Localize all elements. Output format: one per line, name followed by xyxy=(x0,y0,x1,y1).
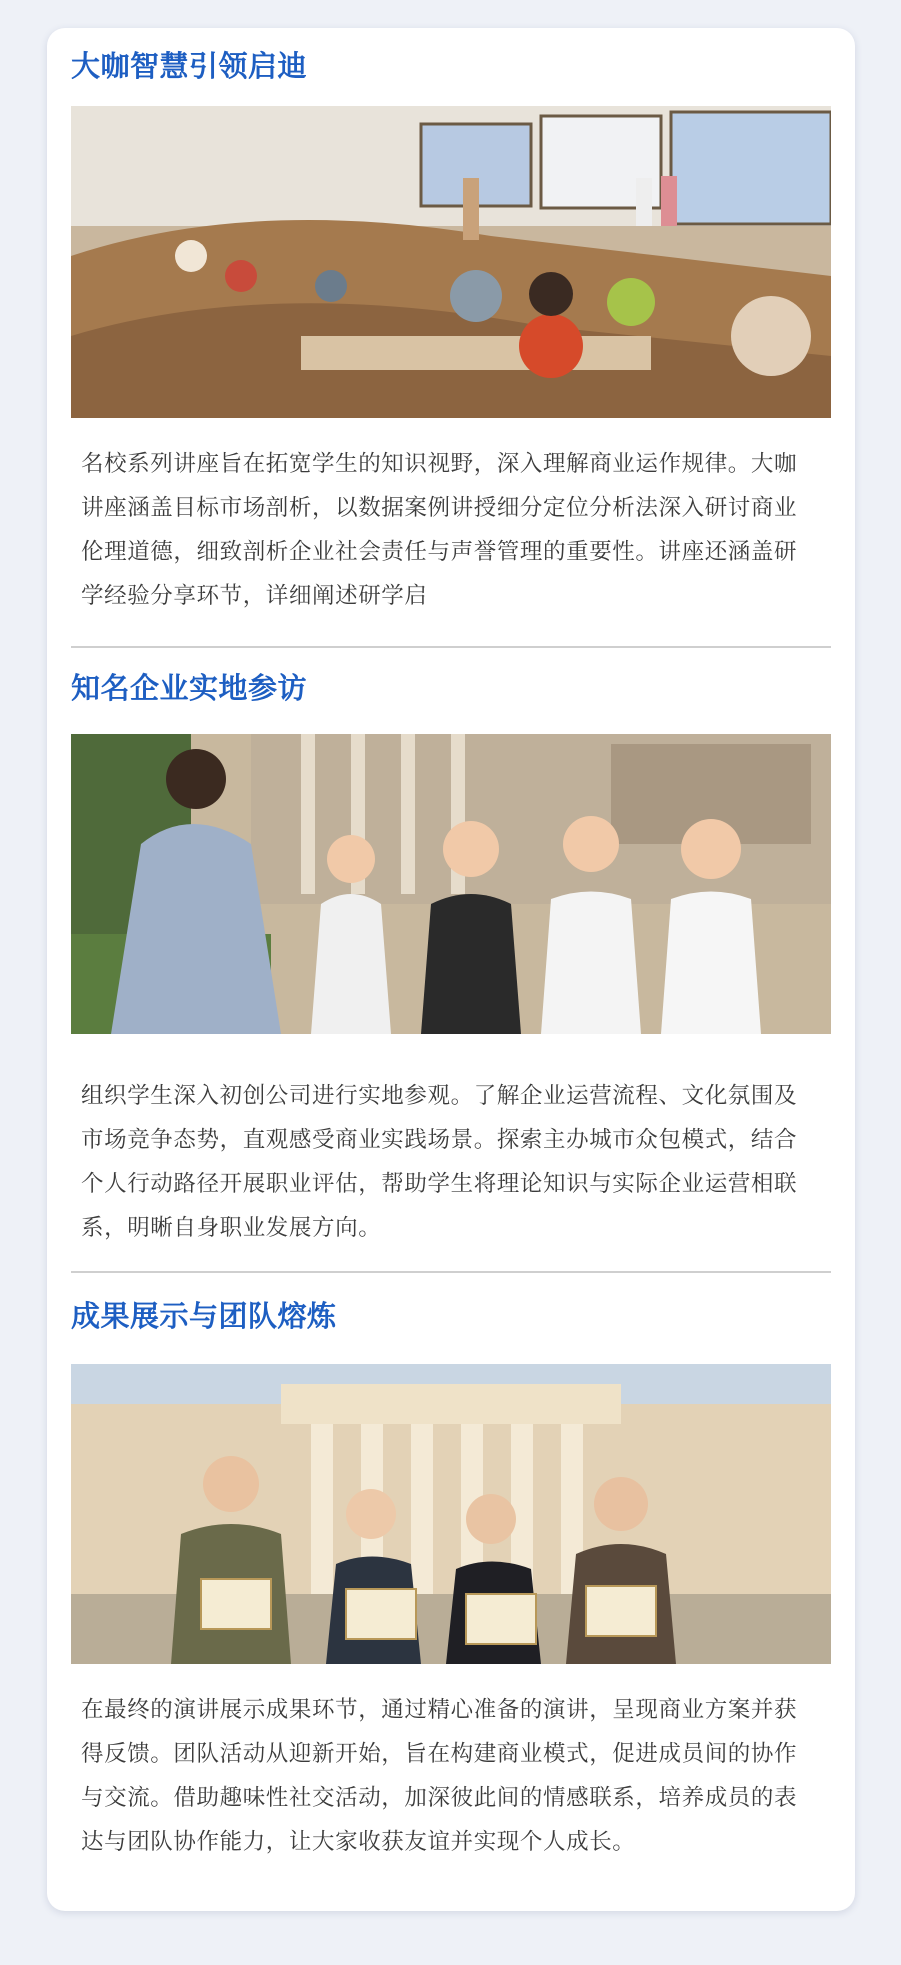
section-title: 知名企业实地参访 xyxy=(71,671,308,705)
section-showcase xyxy=(71,1278,831,1908)
section-lectures xyxy=(71,28,831,648)
showcase-photo xyxy=(71,1364,831,1664)
content-card xyxy=(47,28,855,1911)
section-title: 大咖智慧引领启迪 xyxy=(71,49,308,83)
section-description: 在最终的演讲展示成果环节，通过精心准备的演讲，呈现商业方案并获得反馈。团队活动从迎新开始，旨在构建商业模式，促进成员间的协作与交流。借助趣味性社交活动，加深彼此间的情感联系，培养成员的表达与团队协作能力，让大家收获友谊并实现个人成长。 xyxy=(81,1697,798,1855)
lecture-hall-photo xyxy=(71,106,831,418)
section-title: 成果展示与团队熔炼 xyxy=(71,1299,337,1333)
section-divider xyxy=(71,1271,831,1273)
section-company-visit xyxy=(71,648,831,1278)
section-description: 组织学生深入初创公司进行实地参观。了解企业运营流程、文化氛围及市场竞争态势，直观感受商业实践场景。探索主办城市众包模式，结合个人行动路径开展职业评估，帮助学生将理论知识与实际企业运营相联系，明晰自身职业发展方向。 xyxy=(81,1083,798,1241)
section-description: 名校系列讲座旨在拓宽学生的知识视野，深入理解商业运作规律。大咖讲座涵盖目标市场剖析，以数据案例讲授细分定位分析法深入研讨商业伦理道德，细致剖析企业社会责任与声誉管理的重要性。讲座还涵盖研学经验分享环节，详细阐述研学启 xyxy=(81,451,798,609)
company-visit-photo xyxy=(71,734,831,1034)
